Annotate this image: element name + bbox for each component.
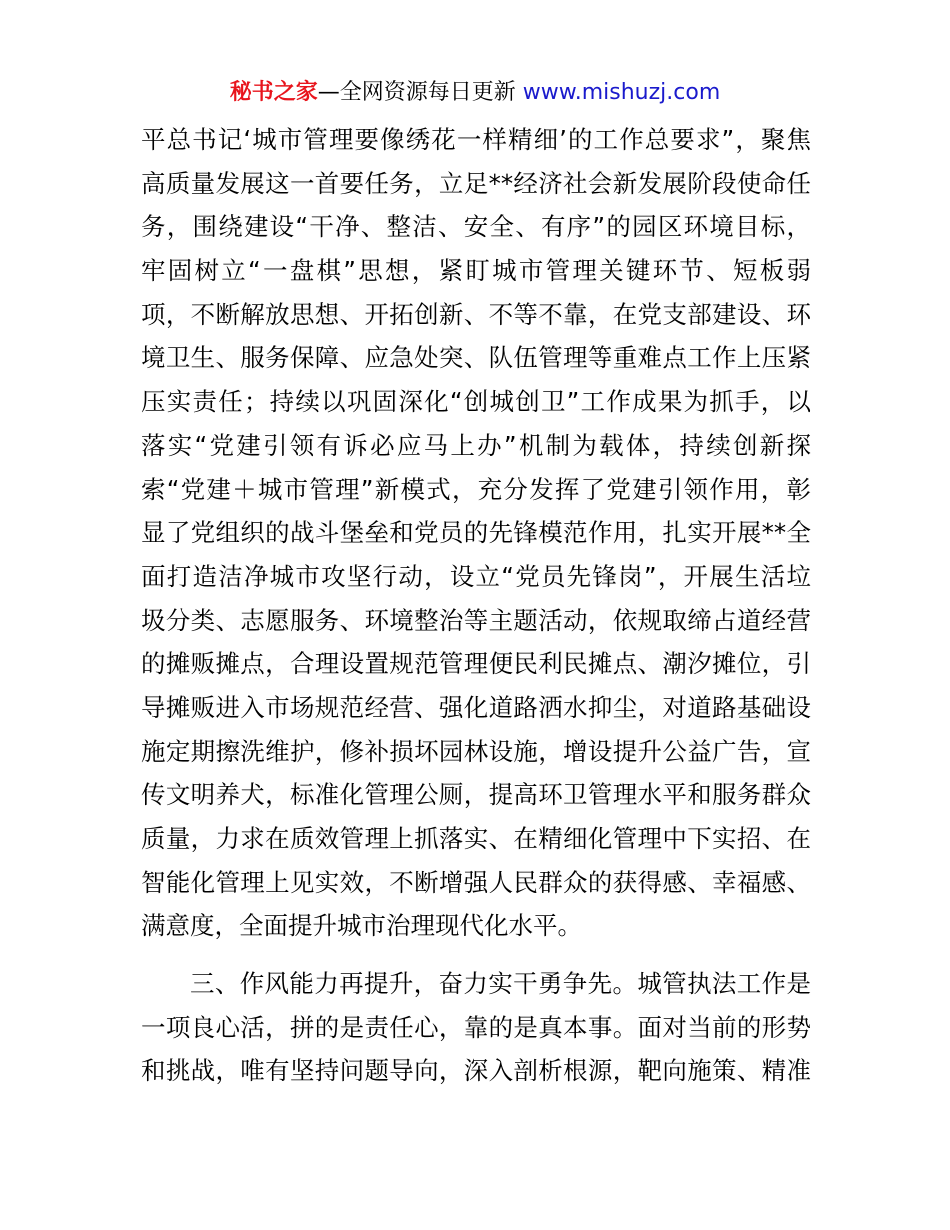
text-line: 显了党组织的战斗堡垒和党员的先锋模范作用，扎实开展**全: [141, 518, 811, 548]
paragraph-2: [141, 962, 811, 1093]
text-line: 质量，力求在质效管理上抓落实、在精细化管理中下实招、在: [141, 824, 811, 853]
document-body: [141, 118, 811, 1093]
text-line: 落实“党建引领有诉必应马上办”机制为载体，持续创新探: [141, 430, 811, 460]
text-line: 和挑战，唯有坚持问题导向，深入剖析根源，靶向施策、精准: [141, 1056, 811, 1086]
text-line: 高质量发展这一首要任务，立足**经济社会新发展阶段使命任: [141, 168, 811, 198]
site-tagline: —全网资源每日更新: [317, 80, 523, 105]
text-line: 导摊贩进入市场规范经营、强化道路洒水抑尘，对道路基础设: [141, 692, 811, 722]
text-line: 索“党建＋城市管理”新模式，充分发挥了党建引领作用，彰: [141, 474, 811, 504]
site-header: [0, 78, 950, 108]
text-line: 施定期擦洗维护，修补损坏园林设施，增设提升公益广告，宣: [141, 736, 811, 766]
text-line: 境卫生、服务保障、应急处突、队伍管理等重难点工作上压紧: [141, 343, 811, 373]
paragraph-1: [141, 118, 811, 948]
text-line: 牢固树立“一盘棋”思想，紧盯城市管理关键环节、短板弱: [141, 256, 811, 286]
site-url-link[interactable]: www.mishuzj.com: [522, 80, 721, 105]
text-line: 平总书记‘城市管理要像绣花一样精细’的工作总要求”，聚焦: [141, 125, 811, 154]
text-line: 一项良心活，拼的是责任心，靠的是真本事。面对当前的形势: [141, 1012, 811, 1042]
text-line: 智能化管理上见实效，不断增强人民群众的获得感、幸福感、: [141, 867, 811, 897]
paragraph-spacer: [141, 948, 811, 962]
text-line: 传文明养犬，标准化管理公厕，提高环卫管理水平和服务群众: [141, 780, 811, 810]
text-line: 项，不断解放思想、开拓创新、不等不靠，在党支部建设、环: [141, 299, 811, 329]
text-line: 满意度，全面提升城市治理现代化水平。: [141, 911, 582, 941]
site-brand: 秘书之家: [229, 80, 318, 105]
text-line: 面打造洁净城市攻坚行动，设立“党员先锋岗”，开展生活垃: [141, 561, 811, 591]
text-line: 圾分类、志愿服务、环境整治等主题活动，依规取缔占道经营: [141, 605, 811, 635]
text-line: 压实责任；持续以巩固深化“创城创卫”工作成果为抓手，以: [141, 387, 811, 417]
text-line: 务，围绕建设“干净、整洁、安全、有序”的园区环境目标，: [141, 212, 811, 242]
text-line: 三、作风能力再提升，奋力实干勇争先。城管执法工作是: [190, 969, 811, 999]
text-line: 的摊贩摊点，合理设置规范管理便民利民摊点、潮汐摊位，引: [141, 649, 811, 679]
